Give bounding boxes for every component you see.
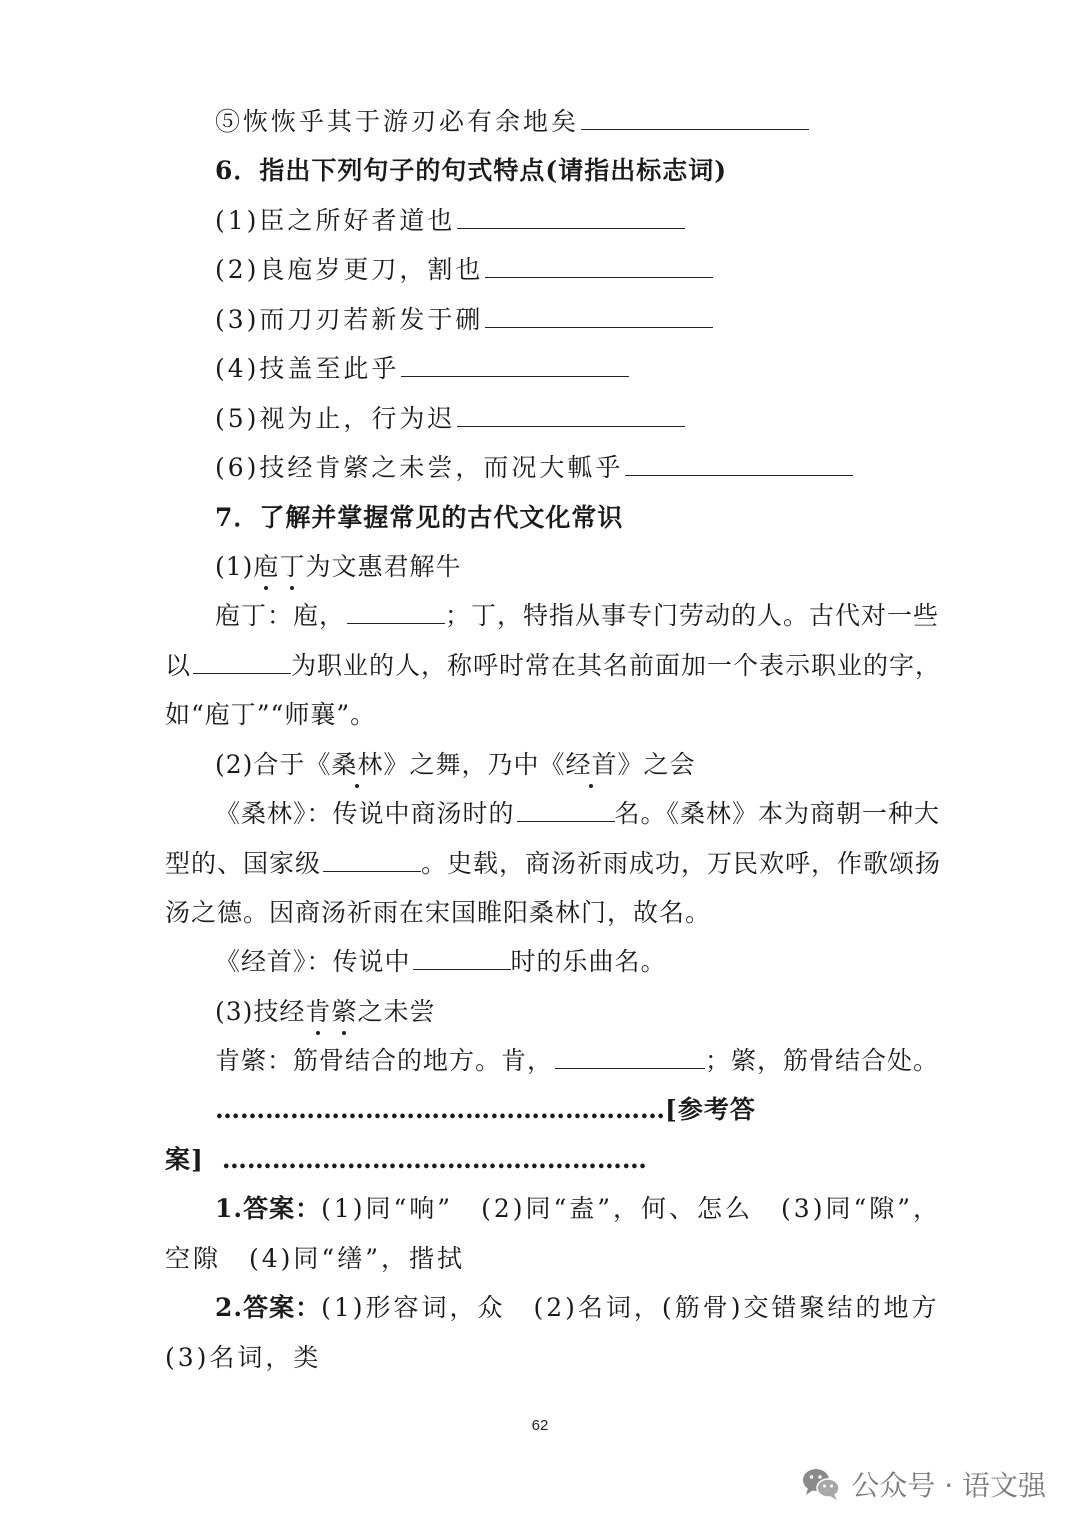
paragraph-line: 汤之德。因商汤祈雨在宋国睢阳桑林门，故名。 bbox=[165, 898, 712, 927]
line-text: 以 bbox=[165, 651, 192, 680]
answer-blank bbox=[555, 1044, 705, 1069]
answer-blank bbox=[625, 451, 853, 476]
paragraph-line bbox=[165, 649, 941, 683]
page-number: 62 bbox=[531, 1417, 549, 1434]
emphasis-char: 庖 bbox=[253, 550, 279, 584]
line-text: 为职业的人，称呼时常在其名前面加一个表示职业的字， bbox=[291, 651, 942, 680]
answer-blank bbox=[193, 649, 291, 674]
line-text: (1)臣之所好者道也 bbox=[215, 206, 456, 235]
q6-item-3 bbox=[215, 303, 713, 337]
emphasis-char: 丁 bbox=[279, 550, 305, 584]
line-text: (1) bbox=[215, 552, 254, 581]
line-text: 。史载，商汤祈雨成功，万民欢呼，作歌颂扬 bbox=[421, 849, 942, 878]
line-text: 为文惠君解牛 bbox=[305, 552, 462, 581]
emphasis-char: 綮 bbox=[331, 995, 357, 1029]
paragraph-line bbox=[215, 945, 667, 979]
question-7-title: 7．了解并掌握常见的古代文化常识 bbox=[215, 503, 624, 532]
line-text: 之舞，乃中 bbox=[409, 750, 540, 779]
answer-blank bbox=[485, 303, 713, 328]
answer-2 bbox=[215, 1291, 939, 1325]
answer-1 bbox=[215, 1192, 941, 1226]
line-text: (5)视为止，行为迟 bbox=[215, 404, 456, 433]
paragraph-line bbox=[215, 1044, 939, 1078]
q6-item-2 bbox=[215, 253, 713, 287]
line-text: 肯綮：筋骨结合的地方。肯， bbox=[215, 1046, 554, 1075]
line-text: 时的乐曲名。 bbox=[510, 947, 667, 976]
watermark-text: 公众号 · 语文强 bbox=[851, 1469, 1046, 1502]
line-text: (3)而刀刃若新发于硎 bbox=[215, 305, 484, 334]
line-text: 《桑林》：传说中商汤时的 bbox=[215, 799, 515, 828]
emphasis-text: 《经首》 bbox=[539, 748, 643, 782]
paragraph-line bbox=[215, 599, 939, 633]
q7-item-3 bbox=[215, 995, 435, 1029]
emphasis-char: 肯 bbox=[305, 995, 331, 1029]
answer-2-cont: (3)名词，类 bbox=[165, 1343, 322, 1372]
paragraph-line bbox=[215, 797, 940, 831]
line-text: (4)技盖至此乎 bbox=[215, 354, 400, 383]
q6-item-1 bbox=[215, 204, 685, 238]
answer-blank bbox=[517, 797, 615, 822]
q6-item-6 bbox=[215, 451, 853, 485]
answer-blank bbox=[413, 945, 511, 970]
answer-header-line bbox=[165, 1143, 647, 1177]
answer-blank bbox=[457, 204, 685, 229]
paragraph-line bbox=[165, 847, 941, 881]
line-text: (2)良庖岁更刀，割也 bbox=[215, 255, 484, 284]
leader-dots: ……………………………………………… bbox=[215, 1095, 665, 1124]
answer-blank bbox=[485, 253, 713, 278]
watermark bbox=[801, 1464, 1046, 1504]
q7-item-1 bbox=[215, 550, 461, 584]
answer-text: (1)形容词，众 (2)名词，(筋骨)交错聚结的地方 bbox=[321, 1293, 940, 1322]
line-text: (6)技经肯綮之未尝，而况大軱乎 bbox=[215, 453, 624, 482]
question-6-title: 6．指出下列句子的句式特点(请指出标志词) bbox=[215, 156, 728, 185]
answer-text: (1)同“响” (2)同“盍”，何、怎么 (3)同“隙”， bbox=[321, 1194, 942, 1223]
answer-blank bbox=[323, 847, 421, 872]
line-text: 《经首》：传说中 bbox=[215, 947, 411, 976]
answer-label: 2.答案： bbox=[215, 1293, 322, 1322]
leader-dots: …………………………………………… bbox=[221, 1145, 647, 1174]
line-text: 名。《桑林》本为商朝一种大 bbox=[614, 799, 941, 828]
answer-1-cont: 空隙 (4)同“缮”，揩拭 bbox=[165, 1244, 465, 1273]
q7-item-2 bbox=[215, 748, 695, 782]
wechat-icon bbox=[801, 1466, 841, 1502]
line-item-5 bbox=[215, 105, 809, 139]
line-text: (3)技经 bbox=[215, 997, 306, 1026]
answer-header-line bbox=[215, 1093, 756, 1127]
line-text: 之会 bbox=[643, 750, 696, 779]
paragraph-line: 如“庖丁”“师襄”。 bbox=[165, 700, 377, 729]
answer-heading: 案] bbox=[165, 1145, 204, 1174]
answer-blank bbox=[401, 352, 629, 377]
line-text: ；丁，特指从事专门劳动的人。古代对一些 bbox=[445, 601, 940, 630]
q6-item-4 bbox=[215, 352, 629, 386]
answer-blank bbox=[581, 105, 809, 130]
line-text: 之未尝 bbox=[357, 997, 436, 1026]
answer-label: 1.答案： bbox=[215, 1194, 322, 1223]
answer-blank bbox=[457, 402, 685, 427]
line-text: ⑤恢恢乎其于游刃必有余地矣 bbox=[215, 107, 580, 136]
line-text: 庖丁：庖， bbox=[215, 601, 346, 630]
line-text: ；綮，筋骨结合处。 bbox=[705, 1046, 940, 1075]
line-text: 型的、国家级 bbox=[165, 849, 322, 878]
answer-blank bbox=[347, 599, 445, 624]
q6-item-5 bbox=[215, 402, 685, 436]
emphasis-text: 《桑林》 bbox=[305, 748, 409, 782]
line-text: (2)合于 bbox=[215, 750, 306, 779]
answer-heading: [参考答 bbox=[665, 1095, 756, 1124]
